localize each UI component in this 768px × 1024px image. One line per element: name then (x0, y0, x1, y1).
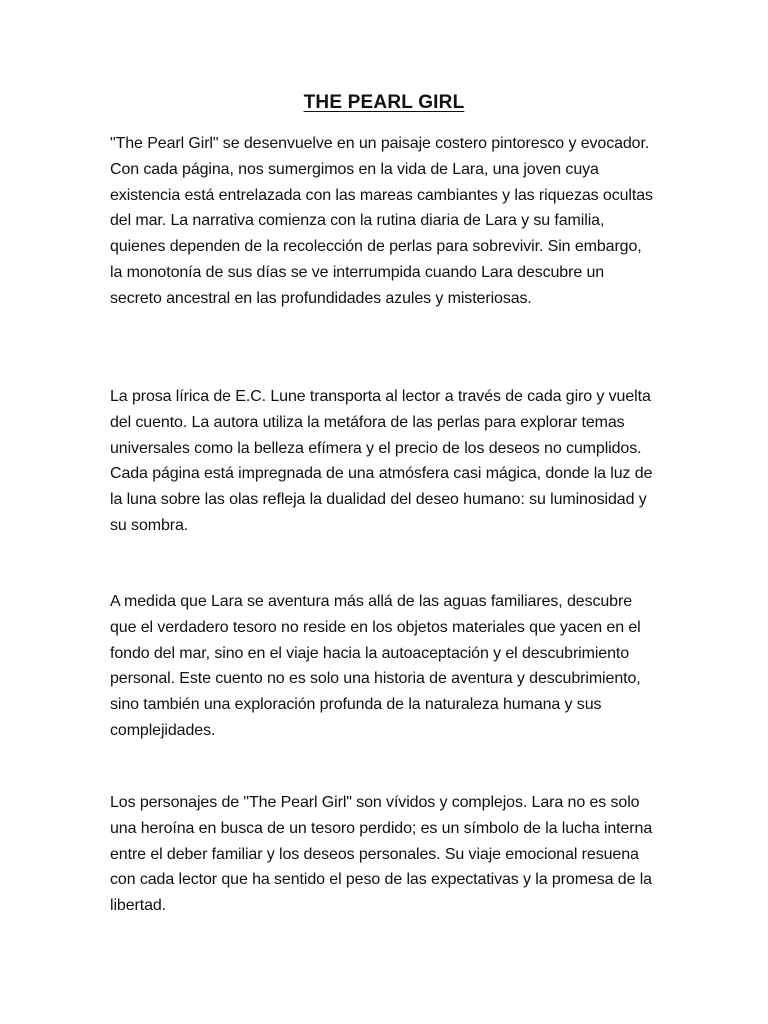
paragraph-3: A medida que Lara se aventura más allá de las aguas familiares, descubre que el verdadero tesoro no reside en los objetos materiales que yacen en el fondo del mar, sino en el viaje hacia la autoaceptación y el descubrimiento personal. Este cuento no es solo una historia de aventura y descubrimiento, sino también una exploración profunda de la naturaleza humana y sus complejidades. (110, 593, 641, 739)
paragraph-2: La prosa lírica de E.C. Lune transporta al lector a través de cada giro y vuelta del cuento. La autora utiliza la metáfora de las perlas para explorar temas universales como la belleza efímera y el precio de los deseos no cumplidos. Cada página está impregnada de una atmósfera casi mágica, donde la luz de la luna sobre las olas refleja la dualidad del deseo humano: su luminosidad y su sombra. (110, 388, 653, 534)
document-title: THE PEARL GIRL (303, 92, 465, 113)
paragraph-1: "The Pearl Girl" se desenvuelve en un paisaje costero pintoresco y evocador. Con cada página, nos sumergimos en la vida de Lara, una joven cuya existencia está entrelazada con las mareas cambiantes y las riquezas ocultas del mar. La narrativa comienza con la rutina diaria de Lara y su familia, quienes dependen de la recolección de perlas para sobrevivir. Sin embargo, la monotonía de sus días se ve interrumpida cuando Lara descubre un secreto ancestral en las profundidades azules y misteriosas. (110, 135, 653, 307)
paragraph-4: Los personajes de "The Pearl Girl" son vívidos y complejos. Lara no es solo una heroína en busca de un tesoro perdido; es un símbolo de la lucha interna entre el deber familiar y los deseos personales. Su viaje emocional resuena con cada lector que ha sentido el peso de las expectativas y la promesa de la libertad. (110, 794, 653, 915)
